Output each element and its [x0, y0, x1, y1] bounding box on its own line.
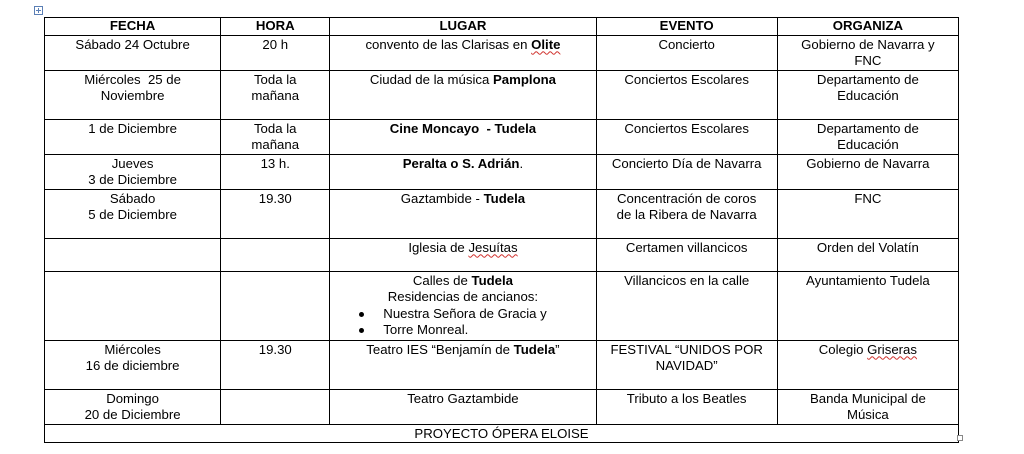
cell-hora[interactable]: 19.30: [221, 340, 330, 389]
cell-evento[interactable]: Tributo a los Beatles: [596, 389, 777, 424]
footer-cell[interactable]: PROYECTO ÓPERA ELOISE: [45, 424, 959, 443]
cell-organiza[interactable]: Colegio Griseras: [777, 340, 958, 389]
cell-fecha[interactable]: [45, 238, 221, 271]
table-row: [45, 189, 959, 238]
cell-organiza[interactable]: Ayuntamiento Tudela: [777, 271, 958, 340]
header-lugar: LUGAR: [330, 18, 596, 36]
header-row: [45, 18, 959, 36]
cell-evento[interactable]: Certamen villancicos: [596, 238, 777, 271]
table-row: [45, 389, 959, 424]
table-row: [45, 70, 959, 119]
cell-fecha[interactable]: Jueves 3 de Diciembre: [45, 154, 221, 189]
list-item: Torre Monreal.: [355, 322, 592, 339]
cell-lugar[interactable]: Ciudad de la música Pamplona: [330, 70, 596, 119]
header-fecha: FECHA: [45, 18, 221, 36]
cell-lugar[interactable]: Cine Moncayo - Tudela: [330, 119, 596, 154]
cell-lugar[interactable]: Teatro Gaztambide: [330, 389, 596, 424]
table-row: [45, 238, 959, 271]
table-row: [45, 340, 959, 389]
table-row: [45, 154, 959, 189]
cell-hora[interactable]: Toda la mañana: [221, 119, 330, 154]
cell-organiza[interactable]: Banda Municipal de Música: [777, 389, 958, 424]
cell-evento[interactable]: Concierto: [596, 35, 777, 70]
cell-lugar[interactable]: Peralta o S. Adrián.: [330, 154, 596, 189]
table-move-handle-icon[interactable]: [34, 6, 43, 15]
table-row: [45, 271, 959, 340]
cell-lugar[interactable]: Calles de Tudela Residencias de ancianos: Nuestra Señora de Gracia y Torre Monreal.: [330, 271, 596, 340]
cell-fecha[interactable]: Miércoles 16 de diciembre: [45, 340, 221, 389]
cell-hora[interactable]: 13 h.: [221, 154, 330, 189]
cell-organiza[interactable]: Orden del Volatín: [777, 238, 958, 271]
cell-evento[interactable]: Villancicos en la calle: [596, 271, 777, 340]
cell-fecha[interactable]: Miércoles 25 de Noviembre: [45, 70, 221, 119]
cell-organiza[interactable]: Gobierno de Navarra: [777, 154, 958, 189]
table-row: [45, 35, 959, 70]
cell-fecha[interactable]: [45, 271, 221, 340]
table-resize-handle-icon[interactable]: [957, 435, 963, 441]
cell-organiza[interactable]: Departamento de Educación: [777, 119, 958, 154]
cell-fecha[interactable]: 1 de Diciembre: [45, 119, 221, 154]
cell-organiza[interactable]: Gobierno de Navarra y FNC: [777, 35, 958, 70]
header-hora: HORA: [221, 18, 330, 36]
cell-hora[interactable]: [221, 238, 330, 271]
cell-lugar[interactable]: convento de las Clarisas en Olite: [330, 35, 596, 70]
cell-organiza[interactable]: Departamento de Educación: [777, 70, 958, 119]
footer-row: [45, 424, 959, 443]
list-item: Nuestra Señora de Gracia y: [355, 306, 592, 323]
residencias-list: [333, 306, 592, 339]
cell-evento[interactable]: Conciertos Escolares: [596, 119, 777, 154]
cell-hora[interactable]: [221, 389, 330, 424]
cell-hora[interactable]: [221, 271, 330, 340]
events-table: [44, 17, 959, 443]
cell-hora[interactable]: 19.30: [221, 189, 330, 238]
cell-fecha[interactable]: Domingo 20 de Diciembre: [45, 389, 221, 424]
header-evento: EVENTO: [596, 18, 777, 36]
cell-fecha[interactable]: Sábado 24 Octubre: [45, 35, 221, 70]
header-organiza: ORGANIZA: [777, 18, 958, 36]
cell-evento[interactable]: FESTIVAL “UNIDOS POR NAVIDAD”: [596, 340, 777, 389]
cell-lugar[interactable]: Gaztambide - Tudela: [330, 189, 596, 238]
cell-evento[interactable]: Conciertos Escolares: [596, 70, 777, 119]
cell-lugar[interactable]: Teatro IES “Benjamín de Tudela”: [330, 340, 596, 389]
cell-hora[interactable]: Toda la mañana: [221, 70, 330, 119]
cell-hora[interactable]: 20 h: [221, 35, 330, 70]
cell-evento[interactable]: Concentración de coros de la Ribera de Navarra: [596, 189, 777, 238]
cell-lugar[interactable]: Iglesia de Jesuítas: [330, 238, 596, 271]
table-row: [45, 119, 959, 154]
cell-evento[interactable]: Concierto Día de Navarra: [596, 154, 777, 189]
cell-fecha[interactable]: Sábado 5 de Diciembre: [45, 189, 221, 238]
cell-organiza[interactable]: FNC: [777, 189, 958, 238]
